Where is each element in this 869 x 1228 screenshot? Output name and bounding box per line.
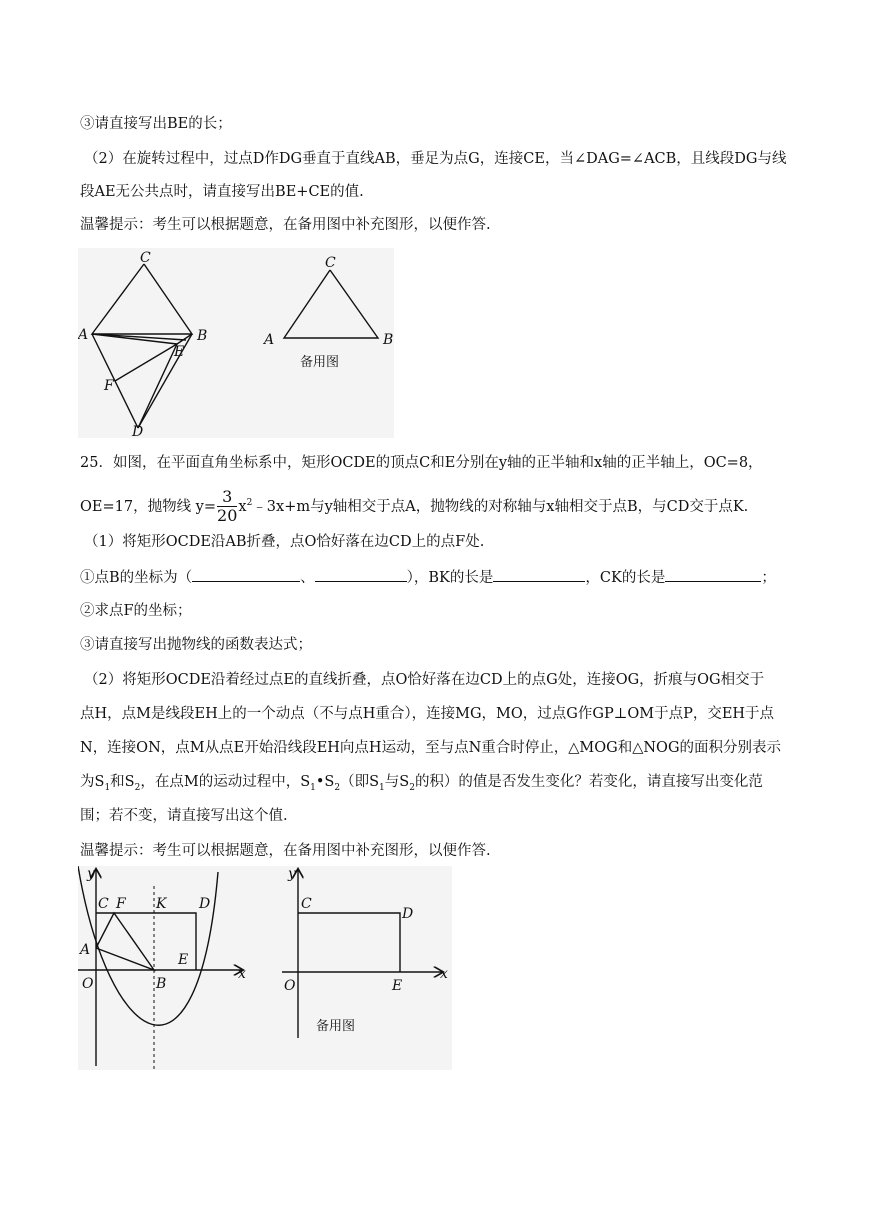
answer-blank-ck[interactable] [665,567,761,582]
figure-rhombus-svg [78,248,394,438]
label-d: D [132,424,144,438]
label-x: x [238,966,246,982]
q24-part2-line2: 段AE无公共点时，请直接写出BE+CE的值. [80,184,364,200]
subscript: 2 [334,782,341,793]
spare-caption: 备用图 [316,1019,356,1034]
spare-caption: 备用图 [300,355,340,370]
label-d: D [199,896,211,912]
item1-sep: 、 [300,570,315,586]
text-seg: （即S [340,774,380,790]
q25-part2-line5: 围；若不变，请直接写出这个值. [80,808,288,824]
answer-blank-bx[interactable] [192,567,300,582]
label-a: A [78,327,89,343]
q25-part1-stem: （1）将矩形OCDE沿AB折叠，点O恰好落在边CD上的点F处. [84,534,485,550]
spare-label-y: y [288,866,296,882]
text-seg: •S [315,774,335,790]
label-f: F [116,896,126,912]
segment-ed [138,344,177,428]
q25-line2-prefix: OE=17，抛物线 y= [80,498,217,515]
var-x: x [238,498,247,515]
spare-triangle [284,270,378,338]
subscript: 2 [134,782,141,793]
label-e: E [174,344,185,360]
label-c: C [140,250,151,266]
spare-label-a: A [264,332,275,348]
label-b: B [197,328,208,344]
fraction-numerator: 3 [217,488,237,507]
label-b: B [156,976,167,992]
spare-label-o: O [284,978,296,994]
coefficient-fraction [217,488,237,525]
q25-part1-item3: ③请直接写出抛物线的函数表达式； [80,637,312,653]
q25-part2-line2: 点H，点M是线段EH上的一个动点（不与点H重合），连接MG，MO，过点G作GP⊥OM于点P，交EH于点 [80,706,775,722]
spare-label-c: C [301,896,312,912]
q25-stem-line1: 25．如图，在平面直角坐标系中，矩形OCDE的顶点C和E分别在y轴的正半轴和x轴的正半轴上，OC=8， [80,455,763,471]
label-o: O [82,976,94,992]
q24-hint: 温馨提示：考生可以根据题意，在备用图中补充图形，以便作答. [80,217,491,233]
triangle-abc [92,264,192,334]
subscript: 2 [409,782,415,793]
subscript: 1 [379,782,385,793]
text-seg: 的积）的值是否发生变化？若变化，请直接写出变化范 [414,774,763,790]
subscript: 1 [310,782,316,793]
spare-rectangle [298,913,400,972]
text-seg: ，在点M的运动过程中，S [140,774,311,790]
label-y: y [87,866,95,882]
q25-part2-line1: （2）将矩形OCDE沿着经过点E的直线折叠，点O恰好落在边CD上的点G处，连接OG，折痕与OG相交于 [84,672,765,688]
label-c: C [98,896,109,912]
answer-blank-by[interactable] [315,567,407,582]
exponent: 2 [246,498,253,508]
answer-blank-bk[interactable] [493,567,585,582]
label-k: K [156,896,167,912]
q25-hint: 温馨提示：考生可以根据题意，在备用图中补充图形，以便作答. [80,843,491,859]
figure-parabola-svg [78,866,452,1070]
q25-part1-item2: ②求点F的坐标； [80,603,192,619]
text-seg: 与S [384,774,410,790]
spare-label-b: B [383,332,394,348]
q25-stem-line2 [80,483,749,526]
q25-part2-line4 [80,772,763,798]
q25-part2-line3: N，连接ON，点M从点E开始沿线段EH向点H运动，至与点N重合时停止，△MOG和△NOG的面积分别表示 [80,740,782,756]
q24-part1-item3: ③请直接写出BE的长； [80,116,232,132]
q24-part2-line1: （2）在旋转过程中，过点D作DG垂直于直线AB，垂足为点G，连接CE，当∠DAG=∠ACB，且线段DG与线 [84,151,787,167]
item1-bk-label: ），BK的长是 [406,570,494,586]
spare-label-c: C [325,255,336,271]
item1-end: ； [761,570,776,586]
label-e: E [178,952,189,968]
spare-label-e: E [392,978,403,994]
figure-rhombus [78,248,394,438]
fraction-denominator: 20 [217,506,238,526]
fold-triangle [96,913,154,970]
subscript: 1 [104,782,111,793]
text-seg: 为S [80,774,105,790]
figure-parabola [78,866,452,1070]
item1-ck-label: ，CK的长是 [585,570,666,586]
label-f: F [104,378,114,394]
spare-label-d: D [402,906,414,922]
q25-part1-item1 [80,567,776,588]
text-seg: 和S [110,774,135,790]
q25-line2-suffix: ﹣3x+m与y轴相交于点A，抛物线的对称轴与x轴相交于点B，与CD交于点K. [252,498,749,515]
item1-prefix: ①点B的坐标为（ [80,570,193,586]
parabola-curve [78,866,218,1025]
spare-label-x: x [440,966,448,982]
label-a: A [80,942,91,958]
